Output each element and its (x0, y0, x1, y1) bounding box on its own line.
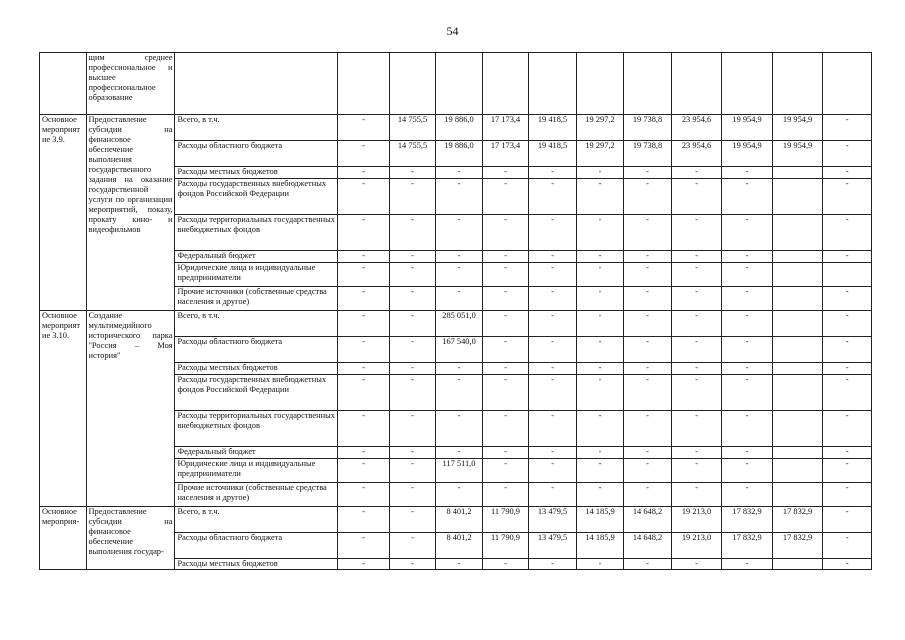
funding-source-cell: Всего, в т.ч. (175, 115, 338, 141)
activity-code-cell: Основное мероприя- (40, 507, 87, 570)
value-cell: 8 401,2 (436, 507, 483, 533)
value-cell: - (389, 287, 436, 311)
value-cell (772, 411, 823, 447)
value-cell: - (722, 263, 773, 287)
value-cell: - (576, 411, 624, 447)
value-cell: - (576, 363, 624, 375)
value-cell: - (338, 167, 390, 179)
value-cell: - (722, 311, 773, 337)
value-cell: 19 954,9 (722, 141, 773, 167)
value-cell: - (576, 337, 624, 363)
value-cell: 19 738,8 (624, 141, 672, 167)
value-cell: - (389, 167, 436, 179)
value-cell: - (436, 447, 483, 459)
value-cell: - (823, 251, 872, 263)
value-cell: - (624, 179, 672, 215)
value-cell: 14 185,9 (576, 507, 624, 533)
funding-source-cell: Расходы территориальных государственных внебюджетных фондов (175, 215, 338, 251)
value-cell: - (624, 287, 672, 311)
funding-source-cell: Расходы местных бюджетов (175, 559, 338, 570)
value-cell: - (722, 559, 773, 570)
value-cell: - (436, 263, 483, 287)
value-cell: - (389, 337, 436, 363)
value-cell: - (624, 559, 672, 570)
value-cell: 17 832,9 (722, 507, 773, 533)
value-cell: - (389, 215, 436, 251)
financing-table (39, 52, 872, 570)
value-cell: - (389, 411, 436, 447)
value-cell: - (671, 287, 722, 311)
value-cell (772, 483, 823, 507)
value-cell: 19 954,9 (772, 115, 823, 141)
value-cell: - (482, 375, 529, 411)
value-cell: - (482, 287, 529, 311)
value-cell: - (722, 411, 773, 447)
value-cell: - (671, 251, 722, 263)
value-cell: - (624, 459, 672, 483)
value-cell: - (823, 287, 872, 311)
value-cell: 117 511,0 (436, 459, 483, 483)
value-cell: - (722, 375, 773, 411)
value-cell (772, 311, 823, 337)
funding-source-cell: Расходы областного бюджета (175, 141, 338, 167)
value-cell: - (576, 311, 624, 337)
value-cell: 19 297,2 (576, 115, 624, 141)
value-cell: - (722, 167, 773, 179)
value-cell: - (338, 533, 390, 559)
value-cell: - (436, 179, 483, 215)
value-cell: - (338, 363, 390, 375)
value-cell (772, 251, 823, 263)
value-cell: - (624, 411, 672, 447)
value-cell: 14 648,2 (624, 507, 672, 533)
funding-source-cell: Федеральный бюджет (175, 251, 338, 263)
value-cell: - (671, 483, 722, 507)
value-cell: - (823, 507, 872, 533)
funding-source-cell: Расходы местных бюджетов (175, 363, 338, 375)
value-cell: - (338, 263, 390, 287)
funding-source-cell: Прочие источники (собственные средства населения и другое) (175, 287, 338, 311)
value-cell (772, 215, 823, 251)
value-cell: - (722, 447, 773, 459)
value-cell: 13 479,5 (529, 533, 577, 559)
value-cell: 19 418,5 (529, 141, 577, 167)
value-cell: - (576, 167, 624, 179)
value-cell: - (576, 179, 624, 215)
value-cell: - (436, 167, 483, 179)
value-cell: - (482, 311, 529, 337)
value-cell: - (529, 287, 577, 311)
activity-name-cell: Предоставление субсидии на финансовое обеспечение выполнения государ- (86, 507, 175, 570)
value-cell: - (389, 483, 436, 507)
value-cell: - (482, 263, 529, 287)
value-cell (772, 337, 823, 363)
value-cell: - (436, 363, 483, 375)
value-cell: - (338, 559, 390, 570)
value-cell: 17 832,9 (722, 533, 773, 559)
value-cell: 8 401,2 (436, 533, 483, 559)
value-cell (772, 375, 823, 411)
funding-source-cell: Расходы государственных внебюджетных фондов Российской Федерации (175, 375, 338, 411)
value-cell: - (823, 311, 872, 337)
value-cell: - (671, 411, 722, 447)
value-cell: - (338, 411, 390, 447)
value-cell: 19 213,0 (671, 507, 722, 533)
value-cell: - (624, 311, 672, 337)
value-cell: - (671, 447, 722, 459)
value-cell: - (389, 375, 436, 411)
value-cell: - (389, 263, 436, 287)
value-cell: - (436, 215, 483, 251)
value-cell: - (823, 533, 872, 559)
value-cell: - (529, 375, 577, 411)
value-cell: - (671, 559, 722, 570)
value-cell: - (671, 337, 722, 363)
value-cell: - (389, 311, 436, 337)
value-cell: - (338, 141, 390, 167)
value-cell: - (482, 179, 529, 215)
value-cell: - (576, 287, 624, 311)
value-cell: 11 790,9 (482, 533, 529, 559)
value-cell: - (338, 215, 390, 251)
value-cell: - (529, 483, 577, 507)
value-cell: - (529, 447, 577, 459)
value-cell: - (529, 263, 577, 287)
activity-code-cell: Основное мероприятие 3.10. (40, 311, 87, 507)
value-cell: 11 790,9 (482, 507, 529, 533)
value-cell: - (389, 363, 436, 375)
value-cell: - (671, 263, 722, 287)
value-cell: - (482, 215, 529, 251)
value-cell: - (389, 533, 436, 559)
value-cell: - (338, 375, 390, 411)
table-row (40, 115, 872, 141)
value-cell: - (722, 459, 773, 483)
value-cell: - (482, 459, 529, 483)
value-cell: - (624, 167, 672, 179)
value-cell: - (624, 337, 672, 363)
value-cell: - (823, 215, 872, 251)
value-cell: - (722, 337, 773, 363)
value-cell: 19 297,2 (576, 141, 624, 167)
value-cell (436, 53, 483, 115)
value-cell (772, 559, 823, 570)
value-cell: 17 173,4 (482, 141, 529, 167)
value-cell: - (482, 167, 529, 179)
value-cell: 19 954,9 (722, 115, 773, 141)
value-cell: - (436, 375, 483, 411)
value-cell: - (436, 483, 483, 507)
value-cell: 19 738,8 (624, 115, 672, 141)
value-cell: - (338, 447, 390, 459)
value-cell: 23 954,6 (671, 141, 722, 167)
value-cell: - (482, 559, 529, 570)
value-cell: - (722, 483, 773, 507)
activity-name-cell: Предоставление субсидии на финансовое обеспечение выполнения государственного задания на оказание государственной услуги по организации мероприятий, показу, прокату кино- и видеофильмов (86, 115, 175, 311)
value-cell: - (576, 215, 624, 251)
value-cell: - (389, 507, 436, 533)
value-cell: - (624, 483, 672, 507)
activity-code-cell (40, 53, 87, 115)
value-cell: - (389, 251, 436, 263)
value-cell: 23 954,6 (671, 115, 722, 141)
value-cell: - (482, 483, 529, 507)
page-number: 54 (446, 24, 459, 38)
funding-source-cell: Всего, в т.ч. (175, 507, 338, 533)
value-cell: - (823, 483, 872, 507)
value-cell: - (576, 263, 624, 287)
funding-source-cell: Расходы государственных внебюджетных фондов Российской Федерации (175, 179, 338, 215)
value-cell: - (529, 559, 577, 570)
value-cell: - (436, 559, 483, 570)
value-cell: - (482, 363, 529, 375)
value-cell: - (529, 363, 577, 375)
value-cell: - (722, 179, 773, 215)
value-cell: - (671, 311, 722, 337)
funding-source-cell: Юридические лица и индивидуальные предприниматели (175, 459, 338, 483)
value-cell: - (389, 447, 436, 459)
funding-source-cell: Прочие источники (собственные средства населения и другое) (175, 483, 338, 507)
activity-code-cell: Основное мероприятие 3.9. (40, 115, 87, 311)
value-cell: - (576, 483, 624, 507)
value-cell (482, 53, 529, 115)
value-cell: - (482, 337, 529, 363)
value-cell: - (338, 179, 390, 215)
value-cell: - (576, 447, 624, 459)
value-cell: - (624, 447, 672, 459)
value-cell (624, 53, 672, 115)
funding-source-cell: Юридические лица и индивидуальные предприниматели (175, 263, 338, 287)
value-cell: 17 832,9 (772, 507, 823, 533)
activity-name-cell: Создание мультимедийного исторического парка "Россия – Моя история" (86, 311, 175, 507)
value-cell: - (338, 337, 390, 363)
value-cell: 167 540,0 (436, 337, 483, 363)
value-cell: - (436, 287, 483, 311)
activity-name-cell: щим среднее профессиональное и высшее профессиональное образование (86, 53, 175, 115)
table-row (40, 311, 872, 337)
value-cell (772, 167, 823, 179)
table-row (40, 507, 872, 533)
value-cell (338, 53, 390, 115)
value-cell: - (671, 375, 722, 411)
value-cell: 17 832,9 (772, 533, 823, 559)
value-cell: - (823, 447, 872, 459)
value-cell: - (576, 375, 624, 411)
value-cell (823, 263, 872, 287)
value-cell: - (823, 141, 872, 167)
value-cell: - (823, 411, 872, 447)
value-cell: 14 185,9 (576, 533, 624, 559)
value-cell: - (529, 337, 577, 363)
value-cell: - (482, 411, 529, 447)
value-cell: - (529, 215, 577, 251)
value-cell: - (389, 179, 436, 215)
value-cell: - (436, 251, 483, 263)
funding-source-cell: Расходы областного бюджета (175, 337, 338, 363)
value-cell: 14 648,2 (624, 533, 672, 559)
value-cell: - (722, 251, 773, 263)
value-cell: - (338, 459, 390, 483)
value-cell (576, 53, 624, 115)
value-cell: - (671, 215, 722, 251)
value-cell: - (576, 559, 624, 570)
value-cell: - (338, 115, 390, 141)
value-cell: 19 418,5 (529, 115, 577, 141)
funding-source-cell: Всего, в т.ч. (175, 311, 338, 337)
value-cell: - (529, 311, 577, 337)
value-cell (772, 287, 823, 311)
value-cell: 14 755,5 (389, 141, 436, 167)
value-cell: - (338, 483, 390, 507)
value-cell: - (389, 559, 436, 570)
value-cell: - (624, 251, 672, 263)
funding-source-cell: Расходы территориальных государственных внебюджетных фондов (175, 411, 338, 447)
value-cell (772, 447, 823, 459)
value-cell: - (624, 375, 672, 411)
value-cell (772, 53, 823, 115)
value-cell: - (436, 411, 483, 447)
value-cell: - (338, 507, 390, 533)
value-cell (389, 53, 436, 115)
value-cell: - (671, 167, 722, 179)
table-row (40, 53, 872, 115)
value-cell: - (529, 411, 577, 447)
value-cell: - (624, 363, 672, 375)
value-cell: 13 479,5 (529, 507, 577, 533)
value-cell (823, 53, 872, 115)
value-cell: - (823, 459, 872, 483)
value-cell: - (482, 447, 529, 459)
value-cell (772, 459, 823, 483)
value-cell: 285 051,0 (436, 311, 483, 337)
value-cell: - (529, 179, 577, 215)
value-cell: - (482, 251, 529, 263)
funding-source-cell: Федеральный бюджет (175, 447, 338, 459)
value-cell (772, 363, 823, 375)
value-cell: - (338, 311, 390, 337)
value-cell: - (389, 459, 436, 483)
value-cell: - (338, 287, 390, 311)
value-cell: - (722, 215, 773, 251)
value-cell: - (624, 263, 672, 287)
value-cell: 19 954,9 (772, 141, 823, 167)
value-cell (529, 53, 577, 115)
value-cell: 17 173,4 (482, 115, 529, 141)
value-cell: - (529, 251, 577, 263)
value-cell: - (576, 251, 624, 263)
value-cell (671, 53, 722, 115)
value-cell: 19 886,0 (436, 141, 483, 167)
value-cell: - (823, 337, 872, 363)
value-cell: - (576, 459, 624, 483)
value-cell: 19 213,0 (671, 533, 722, 559)
value-cell (722, 53, 773, 115)
value-cell: - (671, 179, 722, 215)
value-cell: 14 755,5 (389, 115, 436, 141)
value-cell (772, 179, 823, 215)
value-cell: - (722, 287, 773, 311)
value-cell: - (722, 363, 773, 375)
value-cell: 19 886,0 (436, 115, 483, 141)
value-cell: - (823, 179, 872, 215)
funding-source-cell (175, 53, 338, 115)
value-cell: - (671, 363, 722, 375)
value-cell (772, 263, 823, 287)
value-cell: - (823, 167, 872, 179)
value-cell: - (338, 251, 390, 263)
value-cell: - (671, 459, 722, 483)
value-cell: - (529, 167, 577, 179)
value-cell: - (823, 559, 872, 570)
funding-source-cell: Расходы местных бюджетов (175, 167, 338, 179)
value-cell: - (823, 363, 872, 375)
funding-source-cell: Расходы областного бюджета (175, 533, 338, 559)
value-cell: - (823, 375, 872, 411)
value-cell: - (529, 459, 577, 483)
value-cell: - (624, 215, 672, 251)
value-cell: - (823, 115, 872, 141)
